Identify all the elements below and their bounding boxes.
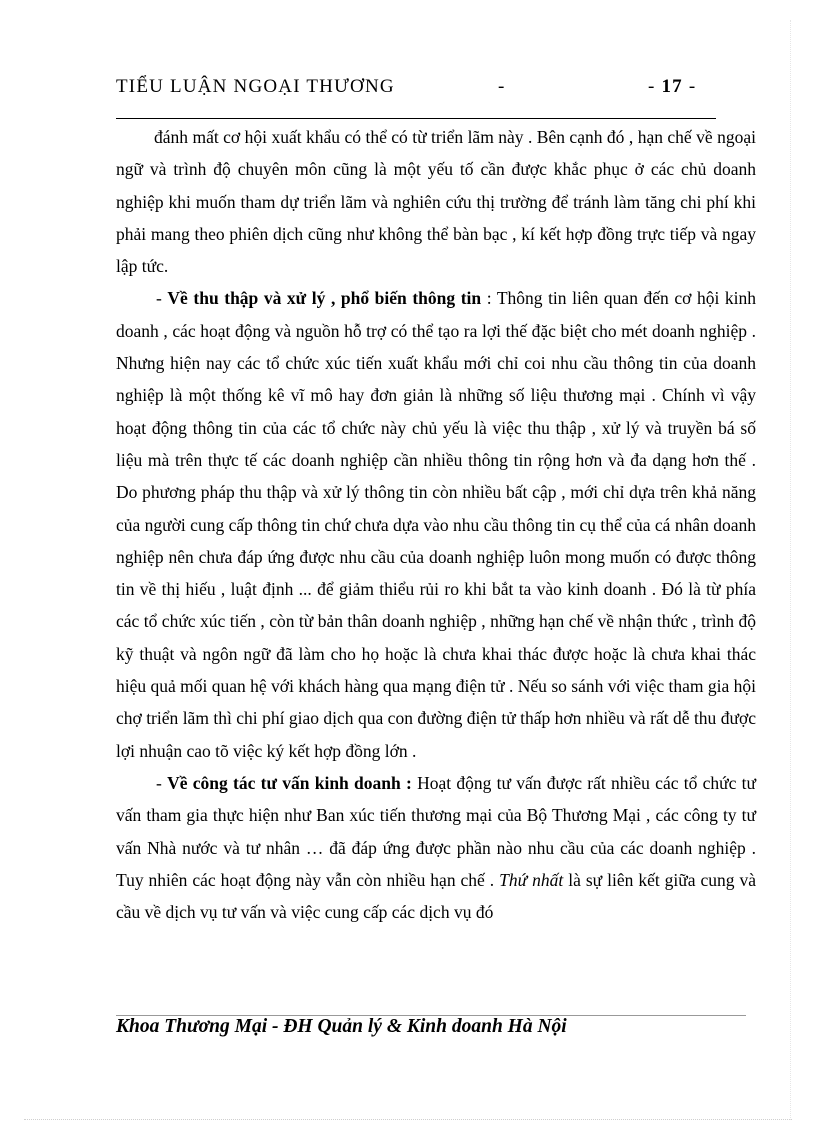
page-footer: Khoa Thương Mại - ĐH Quản lý & Kinh doanh Hà Nội: [116, 1016, 567, 1037]
page-header: [116, 76, 716, 106]
paragraph-heading-information: Về thu thập và xử lý , phổ biến thông tin: [167, 288, 482, 309]
paragraph-consulting: [116, 767, 756, 928]
page-right-edge: [790, 20, 791, 1120]
paragraph-emphasis: Thứ nhất: [499, 869, 564, 890]
header-title: TIỂU LUẬN NGOẠI THƯƠNG: [116, 76, 395, 97]
paragraph-information: [116, 282, 756, 766]
page-number-suffix: -: [682, 76, 697, 97]
paragraph-lead-dash: -: [156, 772, 168, 793]
header-separator: -: [498, 76, 506, 97]
page-number-prefix: -: [648, 76, 662, 97]
page-number: 17: [661, 76, 683, 97]
header-divider: [116, 118, 716, 119]
header-page-number: [648, 76, 696, 98]
paragraph-text: : Thông tin liên quan đến cơ hội kinh doanh , các hoạt động và nguồn hỗ trợ có thể tạo ra lợi thế đặc biệt cho mét doanh nghiệp . Nhưng hiện nay các tổ chức xúc tiến xuất khẩu mới chỉ coi nhu cầu thông tin của doanh nghiệp là một thống kê vĩ mô hay đơn giản là những số liệu thương mại . Chính vì vậy hoạt động thông tin của các tổ chức này chủ yếu là việc thu thập , xử lý và truyền bá số liệu mà trên thực tế các doanh nghiệp cần nhiều thông tin rộng hơn và đa dạng hơn thế . Do phương pháp thu thập và xử lý thông tin còn nhiều bất cập , mới chỉ dựa trên khả năng của người cung cấp thông tin chứ chưa dựa vào nhu cầu thông tin cụ thể của cá nhân doanh nghiệp nên chưa đáp ứng được nhu cầu của doanh nghiệp luôn mong muốn có được thông tin về thị hiếu , luật định ... để giảm thiểu rủi ro khi bắt ta vào kinh doanh . Đó là từ phía các tổ chức xúc tiến , còn từ bản thân doanh nghiệp , những hạn chế về nhận thức , trình độ kỹ thuật và ngôn ngữ đã làm cho họ hoặc là chưa khai thác được hoặc là chưa khai thác hiệu quả mối quan hệ với khách hàng qua mạng điện tử . Nếu so sánh với việc tham gia hội chợ triển lãm thì chi phí giao dịch qua con đường điện tử thấp hơn nhiều và rất dễ thu được lợi nhuận cao tõ việc ký kết hợp đồng lớn .: [116, 288, 756, 761]
paragraph-heading-consulting: Về công tác tư vấn kinh doanh :: [167, 772, 412, 793]
paragraph-continuation: đánh mất cơ hội xuất khẩu có thể có từ triển lãm này . Bên cạnh đó , hạn chế về ngoại ngữ và trình độ chuyên môn cũng là một yếu tố cần được khắc phục ở các chủ doanh nghiệp khi muốn tham dự triển lãm và nghiên cứu thị trường để tránh làm tăng chi phí khi phải mang theo phiên dịch cũng như không thể bàn bạc , kí kết hợp đồng trực tiếp và ngay lập tức.: [116, 127, 756, 277]
paragraph-text: Hoạt động tư vấn được rất nhiều các tổ chức tư vấn tham gia thực hiện như Ban xúc tiến thương mại của Bộ Thương Mại , các công ty tư vấn Nhà nước và tư nhân … đã đáp ứng được phần nào nhu cầu của các doanh nghiệp . Tuy nhiên các hoạt động này vẫn còn nhiều hạn chế .: [116, 772, 756, 890]
paragraph-lead-dash: -: [156, 288, 168, 309]
document-body: [116, 121, 756, 928]
paragraph-text-tail: là sự liên kết giữa cung và cầu về dịch vụ tư vấn và việc cung cấp các dịch vụ đó: [116, 869, 757, 923]
page-bottom-edge: [24, 1119, 792, 1120]
